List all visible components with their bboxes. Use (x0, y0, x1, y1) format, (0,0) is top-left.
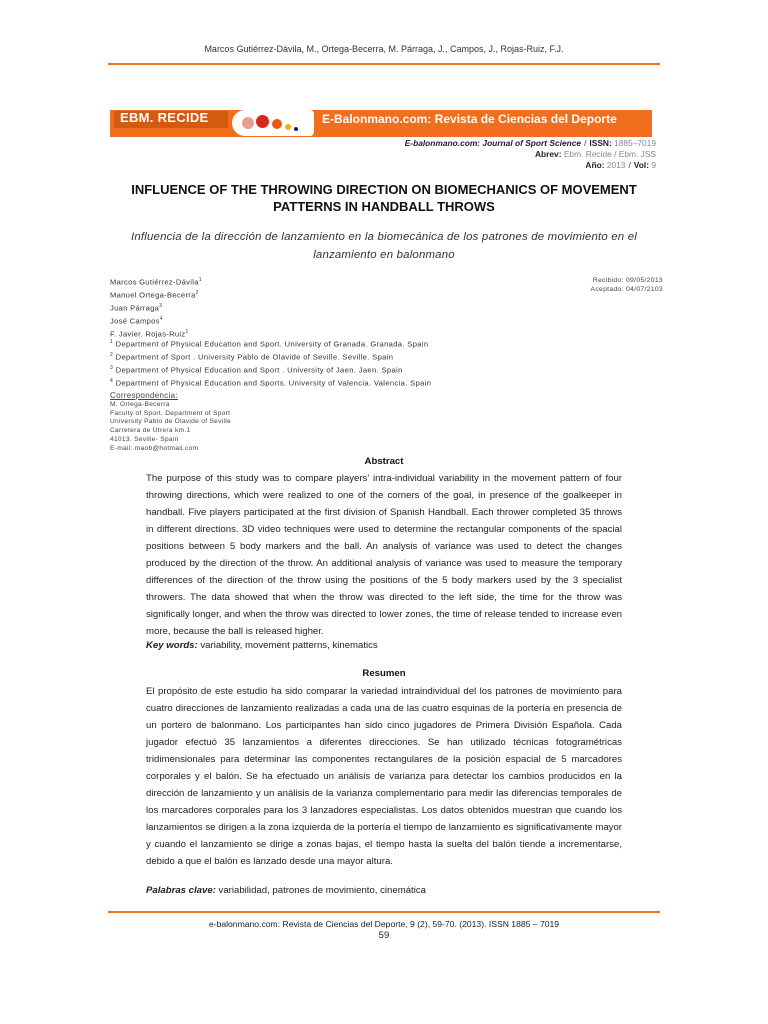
issn-value: 1885–7019 (614, 138, 656, 148)
abstract-text: The purpose of this study was to compare players' intra-individual variability in the movement pattern of four throwing directions, which were realized to one of the corners of the goal, in presence of the goalkeeper in handball. Five players participated at the first division of Spanish Handball. Each thrower completed 35 throws in different directions. 3D video techniques were used to determine the rectangular components of the spacial positions between 5 body markers and the ball. An analysis of variance was used to detect the changes produced by the direction of the throw. An additional analysis of variance was used to measure the temporary differences of the direction of the throw using the positions of the 5 body markers used by the 3 specialist throwers. The data showed that when the throw was directed to the left side, the time for the throw was significally longer, and when the throw was directed to lower zones, the time of release tended to increase even more, because the ball is released higher. (146, 473, 622, 637)
palabras-clave-value: variabilidad, patrones de movimiento, cinemática (215, 885, 426, 896)
footer-rule (108, 911, 660, 913)
correspondence-email[interactable]: E-mail: maob@hotmail.com (110, 444, 199, 452)
correspondence-block (110, 391, 231, 453)
journal-line-2 (405, 149, 656, 160)
affiliation: $^4$ Department of Physical Education and Sports. University of Valencia. Valencia. Spain (110, 378, 432, 388)
dates-block (590, 276, 663, 294)
page-number: 59 (378, 930, 390, 941)
abstract-keywords (146, 640, 622, 651)
paper-subtitle: Influencia de la dirección de lanzamiento en la biomecánica de los patrones de movimiento en el lanzamiento en balonmano (131, 231, 637, 261)
resumen-text: El propósito de este estudio ha sido comparar la variedad intraindividual del los patrones de movimiento para cuatro direcciones de lanzamiento realizadas a cada una de las cuatro esquinas de la portería en presencia de un portero de balonmano. Los participantes han sido cinco jugadores de Primera División Española. Cada jugador efectuó 35 lanzamientos a diferentes direcciones. Se han utilizado técnicas fotogramétricas tridimensionales para determinar las componentes rectangulares de la posición espacial de 5 marcadores corporales y el balón. Se ha efectuado un análisis de varianza para detectar los cambios producidos en la dirección de lanzamiento y un análisis de la varianza complementario para medir las diferencias temporales de los marcadores corporales para los 3 lanzadores especialistas. Los datos obtenidos muestran que cuando los lanzamientos se dirigen a la zona izquierda de la portería el tiempo de lanzamiento es significativamente mayor y cuando el lanzamiento se dirige a zonas bajas, el tiempo hasta la suelta del balón tiende a incrementarse, debido a que el balón es lanzado desde una mayor altura. (146, 686, 622, 867)
year-value: 2013 (606, 160, 626, 170)
keywords-label: Key words: (146, 640, 198, 651)
journal-title: E-Balonmano.com: Revista de Ciencias del Deporte (322, 112, 617, 126)
author-list (110, 275, 202, 340)
dot-icon (285, 124, 291, 130)
running-head: Marcos Gutiérrez-Dávila, M., Ortega-Becerra, M. Párraga, J., Campos, J., Rojas-Ruiz, F.J. (204, 44, 564, 54)
journal-info (405, 138, 656, 171)
correspondence-heading: Correspondencia: (110, 391, 178, 400)
affiliation: $^2$ Department of Sport . University Pablo de Olavide of Seville. Seville. Spain (110, 352, 394, 362)
dot-icon (256, 115, 269, 128)
abrev-label: Abrev: (534, 149, 562, 159)
journal-name: E-balonmano.com: Journal of Sport Science (404, 138, 582, 148)
correspondence-line: University Pablo de Olavide of Seville (110, 418, 231, 426)
resumen-keywords (146, 885, 622, 896)
correspondence-line: M. Ortega-Becerra (110, 401, 170, 408)
resumen-heading: Resumen (362, 668, 406, 679)
issn-label: ISSN: (589, 138, 612, 148)
dot-icon (294, 127, 298, 131)
abstract-heading: Abstract (364, 456, 404, 467)
correspondence-line: Carretera de Utrera km.1 (110, 427, 191, 435)
accepted-date: Aceptado: 04/07/2103 (590, 286, 663, 293)
journal-line-1: E-balonmano.com: Journal of Sport Science / ISSN: 1885–7019 (404, 138, 656, 148)
author: Juan Párraga$^3$ (110, 303, 163, 313)
paper-title: INFLUENCE OF THE THROWING DIRECTION ON BIOMECHANICS OF MOVEMENT PATTERNS IN HANDBALL THROWS (131, 182, 637, 214)
author: Manuel Ortega-Becerra$^2$ (110, 290, 199, 300)
year-label: Año: (585, 160, 605, 170)
vol-value: 9 (651, 160, 656, 170)
author: José Campos$^4$ (110, 316, 163, 326)
abrev-value: Ebm. Recide / Ebm. JSS (563, 149, 656, 159)
header-rule (108, 63, 660, 65)
logo-dots-icon (232, 110, 314, 136)
journal-line-3: Año: 2013 / Vol: 9 (585, 160, 656, 170)
dot-icon (272, 119, 282, 129)
author: F. Javier. Rojas-Ruiz$^1$ (110, 329, 189, 339)
affiliation: $^1$ Department of Physical Education and Sport. University of Granada. Granada. Spain (110, 339, 429, 349)
journal-logo: EBM. RECIDE (120, 110, 209, 125)
author: Marcos Gutiérrez-Dávila$^1$ (110, 277, 202, 287)
keywords-value: variability, movement patterns, kinematics (197, 640, 378, 651)
vol-label: Vol: (633, 160, 649, 170)
palabras-clave-label: Palabras clave: (146, 885, 216, 896)
dot-icon (242, 117, 254, 129)
correspondence-line: Faculty of Sport. Department of Sport (110, 409, 231, 417)
footer-citation: e-balonmano.com: Revista de Ciencias del Deporte, 9 (2), 59-70. (2013). ISSN 1885 – 7019 (208, 919, 560, 929)
affiliation-list (110, 337, 431, 389)
affiliation: $^3$ Department of Physical Education and Sport . University of Jaen. Jaen. Spain (110, 365, 403, 375)
correspondence-line: 41013. Seville- Spain (110, 435, 179, 443)
received-date: Recibido: 09/05/2013 (592, 277, 663, 284)
